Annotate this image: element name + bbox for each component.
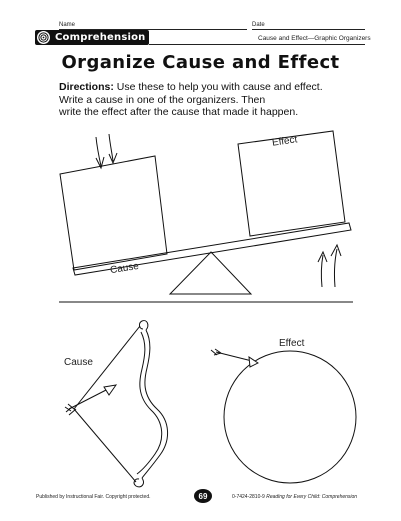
effect-circle	[224, 351, 356, 483]
name-label: Name	[59, 22, 76, 28]
up-arrow-icon	[321, 255, 323, 287]
seesaw-effect-label: Effect	[271, 134, 299, 149]
page-number: 69	[194, 489, 212, 503]
arrowhead-icon	[249, 357, 258, 367]
subject-label: Cause and Effect—Graphic Organizers	[258, 35, 371, 42]
seesaw-organizer	[60, 131, 351, 294]
page-title: Organize Cause and Effect	[61, 52, 340, 73]
bow-organizer	[65, 321, 168, 487]
directions-line-3: write the effect after the cause that made it happen.	[59, 106, 299, 118]
section-badge-label: Comprehension	[55, 32, 146, 43]
arrowhead-icon	[104, 385, 116, 395]
up-arrow-icon	[334, 249, 337, 287]
bowstring-bottom	[74, 409, 136, 482]
seesaw-effect-box	[238, 131, 345, 236]
book-title: Reading for Every Child: Comprehension	[266, 494, 358, 500]
seesaw-cause-box	[60, 156, 167, 270]
date-label: Date	[252, 22, 265, 28]
bow-effect-label: Effect	[279, 338, 305, 349]
down-arrow-icon	[96, 137, 101, 166]
seesaw-fulcrum	[170, 252, 251, 294]
seesaw-cause-label: Cause	[109, 260, 140, 277]
directions-lead: Directions:	[59, 81, 114, 93]
publisher-note: Published by Instructional Fair. Copyright protected.	[36, 494, 151, 500]
bow-cause-label: Cause	[64, 357, 93, 368]
down-arrow-icon	[109, 134, 113, 161]
book-citation	[232, 494, 357, 500]
bow-arrow-shaft	[69, 388, 110, 409]
target-organizer	[211, 349, 356, 483]
directions-line-2: Write a cause in one of the organizers. Then	[59, 93, 266, 106]
isbn: 0-7424-2810-9	[232, 494, 265, 500]
flying-arrow-shaft	[216, 352, 252, 361]
directions-line-1: Use these to help you with cause and effect.	[116, 81, 323, 93]
